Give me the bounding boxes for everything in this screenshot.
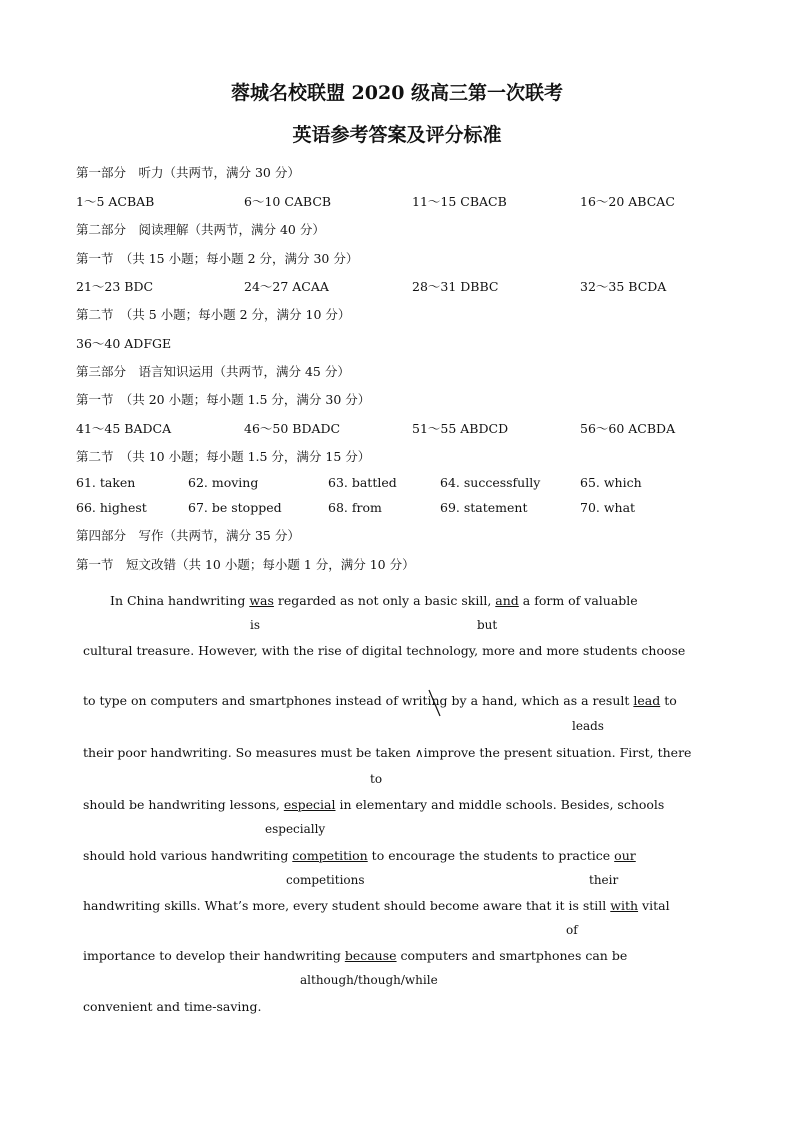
part4-heading: 第四部分 写作（共两节，满分 35 分） bbox=[76, 528, 300, 543]
answer-group: 24～27 ACAA bbox=[244, 279, 329, 294]
passage-line: handwriting skills. What’s more, every student should become aware that it is still with vital bbox=[83, 898, 670, 913]
answer-group: 41～45 BADCA bbox=[76, 421, 172, 436]
deleted-word: a bbox=[470, 693, 479, 708]
answer-item: 67. be stopped bbox=[188, 500, 282, 515]
page-title: 蓉城名校联盟 2020 级高三第一次联考 bbox=[230, 82, 564, 104]
answer-item: 63. battled bbox=[328, 475, 397, 490]
passage-line: should hold various handwriting competition to encourage the students to practice our bbox=[83, 848, 636, 863]
correction: their bbox=[589, 873, 619, 887]
part4-section1: 第一节 短文改错（共 10 小题；每小题 1 分，满分 10 分） bbox=[76, 557, 415, 572]
answer-group: 11～15 CBACB bbox=[412, 194, 507, 209]
correction: but bbox=[477, 618, 498, 632]
answer-group: 28～31 DBBC bbox=[412, 279, 499, 294]
correction: to bbox=[370, 772, 383, 786]
part3-section1: 第一节 （共 20 小题；每小题 1.5 分，满分 30 分） bbox=[76, 392, 371, 407]
correction: leads bbox=[572, 719, 604, 733]
passage-line: to type on computers and smartphones instead of writing by a hand, which as a result lead to bbox=[83, 693, 677, 708]
answer-group: 6～10 CABCB bbox=[244, 194, 332, 209]
error-word: competition bbox=[292, 848, 368, 863]
error-word: especial bbox=[283, 797, 336, 812]
error-word: was bbox=[249, 593, 274, 608]
insertion-caret: ∧ bbox=[414, 746, 424, 760]
correction: especially bbox=[265, 822, 326, 836]
part3-heading: 第三部分 语言知识运用（共两节，满分 45 分） bbox=[76, 364, 350, 379]
correction: of bbox=[566, 923, 578, 937]
deletion-slash bbox=[427, 688, 443, 718]
answer-group: 46～50 BDADC bbox=[244, 421, 341, 436]
error-word: and bbox=[495, 593, 519, 608]
answer-group: 36～40 ADFGE bbox=[76, 336, 172, 351]
part2-heading: 第二部分 阅读理解（共两节，满分 40 分） bbox=[76, 222, 325, 237]
answer-item: 62. moving bbox=[188, 475, 259, 490]
part3-section2: 第二节 （共 10 小题；每小题 1.5 分，满分 15 分） bbox=[76, 449, 371, 464]
passage-line: cultural treasure. However, with the rise of digital technology, more and more students choose bbox=[83, 643, 686, 658]
answer-group: 51～55 ABDCD bbox=[412, 421, 509, 436]
answer-item: 70. what bbox=[580, 500, 636, 515]
passage-line: importance to develop their handwriting because computers and smartphones can be bbox=[83, 948, 628, 963]
error-word: lead bbox=[633, 693, 661, 708]
part2-section2: 第二节 （共 5 小题；每小题 2 分，满分 10 分） bbox=[76, 307, 351, 322]
answer-group: 16～20 ABCAC bbox=[580, 194, 675, 209]
error-word: because bbox=[344, 948, 397, 963]
answer-item: 65. which bbox=[580, 475, 642, 490]
answer-group: 1～5 ACBAB bbox=[76, 194, 155, 209]
answer-group: 21～23 BDC bbox=[76, 279, 154, 294]
page-subtitle: 英语参考答案及评分标准 bbox=[292, 124, 502, 146]
passage-line: their poor handwriting. So measures must be taken ∧improve the present situation. First, there bbox=[83, 745, 692, 760]
error-word: with bbox=[610, 898, 639, 913]
correction: is bbox=[250, 618, 260, 632]
correction: although/though/while bbox=[300, 973, 438, 987]
error-word: our bbox=[614, 848, 636, 863]
answer-item: 68. from bbox=[328, 500, 382, 515]
answer-group: 56～60 ACBDA bbox=[580, 421, 676, 436]
passage-line: should be handwriting lessons, especial in elementary and middle schools. Besides, schools bbox=[83, 797, 665, 812]
part1-heading: 第一部分 听力（共两节，满分 30 分） bbox=[76, 165, 300, 180]
answer-group: 32～35 BCDA bbox=[580, 279, 667, 294]
answer-item: 64. successfully bbox=[440, 475, 541, 490]
answer-item: 69. statement bbox=[440, 500, 528, 515]
answer-item: 66. highest bbox=[76, 500, 147, 515]
passage-line: In China handwriting was regarded as not only a basic skill, and a form of valuable bbox=[110, 593, 638, 608]
part2-section1: 第一节 （共 15 小题；每小题 2 分，满分 30 分） bbox=[76, 251, 359, 266]
answer-item: 61. taken bbox=[76, 475, 136, 490]
passage-line: convenient and time-saving. bbox=[83, 999, 262, 1014]
correction: competitions bbox=[286, 873, 365, 887]
